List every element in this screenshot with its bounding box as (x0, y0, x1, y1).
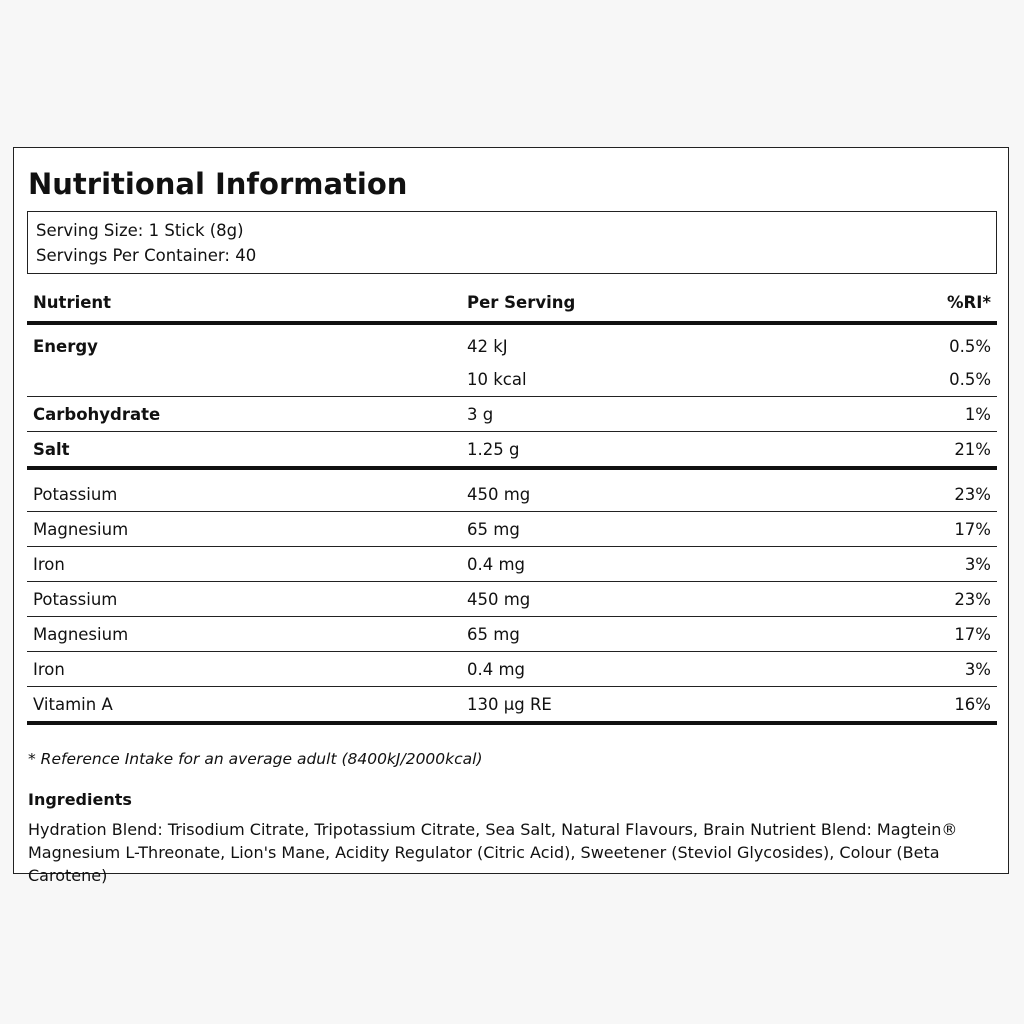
table-row (27, 547, 997, 582)
nutrient-amount: 130 µg RE (467, 695, 552, 714)
table-row-energy-kcal (27, 362, 997, 397)
table-row (27, 470, 997, 512)
nutrient-ri: 3% (964, 660, 991, 679)
serving-info-box (27, 211, 997, 274)
table-row (27, 617, 997, 652)
table-row-energy-kj (27, 325, 997, 362)
nutrient-name: Potassium (33, 485, 118, 504)
ingredients-list (28, 818, 998, 887)
nutrient-ri: 23% (954, 590, 991, 609)
table-row (27, 432, 997, 470)
nutrient-ri: 17% (954, 520, 991, 539)
nutrient-ri: 23% (954, 485, 991, 504)
nutrient-name: Magnesium (33, 625, 129, 644)
nutrient-ri: 17% (954, 625, 991, 644)
table-row (27, 582, 997, 617)
serving-size: Serving Size: 1 Stick (8g) (36, 221, 244, 240)
nutrient-ri: 0.5% (949, 337, 991, 356)
table-row (27, 687, 997, 725)
nutrient-ri: 0.5% (949, 370, 991, 389)
nutrient-ri: 16% (954, 695, 991, 714)
nutrient-amount: 0.4 mg (467, 555, 526, 574)
nutrient-amount: 1.25 g (467, 440, 520, 459)
nutrient-name: Potassium (33, 590, 118, 609)
nutrient-name: Vitamin A (33, 695, 113, 714)
nutrient-amount: 3 g (467, 405, 494, 424)
nutrient-amount: 10 kcal (467, 370, 527, 389)
nutrient-name: Carbohydrate (33, 405, 161, 424)
table-row (27, 512, 997, 547)
nutrient-name: Energy (33, 337, 98, 356)
reference-intake-footnote: * Reference Intake for an average adult (8400kJ/2000kcal) (28, 750, 483, 768)
table-row (27, 652, 997, 687)
nutrient-amount: 450 mg (467, 590, 531, 609)
nutrient-name: Iron (33, 660, 65, 679)
nutrient-name: Salt (33, 440, 70, 459)
nutrition-panel (13, 147, 1009, 885)
nutrient-amount: 42 kJ (467, 337, 508, 356)
page-title: Nutritional Information (28, 167, 408, 201)
servings-per-container: Servings Per Container: 40 (36, 246, 257, 265)
nutrient-ri: 3% (964, 555, 991, 574)
ingredients-heading: Ingredients (28, 790, 132, 809)
nutrient-name: Iron (33, 555, 65, 574)
nutrient-name: Magnesium (33, 520, 129, 539)
nutrient-ri: 21% (954, 440, 991, 459)
nutrition-table (27, 279, 997, 725)
ingredients-line: Magnesium L-Threonate, Lion's Mane, Acidity Regulator (Citric Acid), Sweetener (Steviol Glycosides), Colour (Beta Carotene) (28, 843, 940, 885)
table-row (27, 397, 997, 432)
header-per-serving: Per Serving (467, 293, 576, 312)
nutrient-amount: 65 mg (467, 625, 520, 644)
header-nutrient: Nutrient (33, 293, 112, 312)
nutrient-amount: 65 mg (467, 520, 520, 539)
nutrient-amount: 450 mg (467, 485, 531, 504)
ingredients-line: Hydration Blend: Trisodium Citrate, Tripotassium Citrate, Sea Salt, Natural Flavours, Brain Nutrient Blend: Magtein® (28, 820, 958, 839)
header-ri: %RI* (946, 293, 991, 312)
nutrient-amount: 0.4 mg (467, 660, 526, 679)
nutrient-ri: 1% (964, 405, 991, 424)
table-header-row (27, 279, 997, 325)
